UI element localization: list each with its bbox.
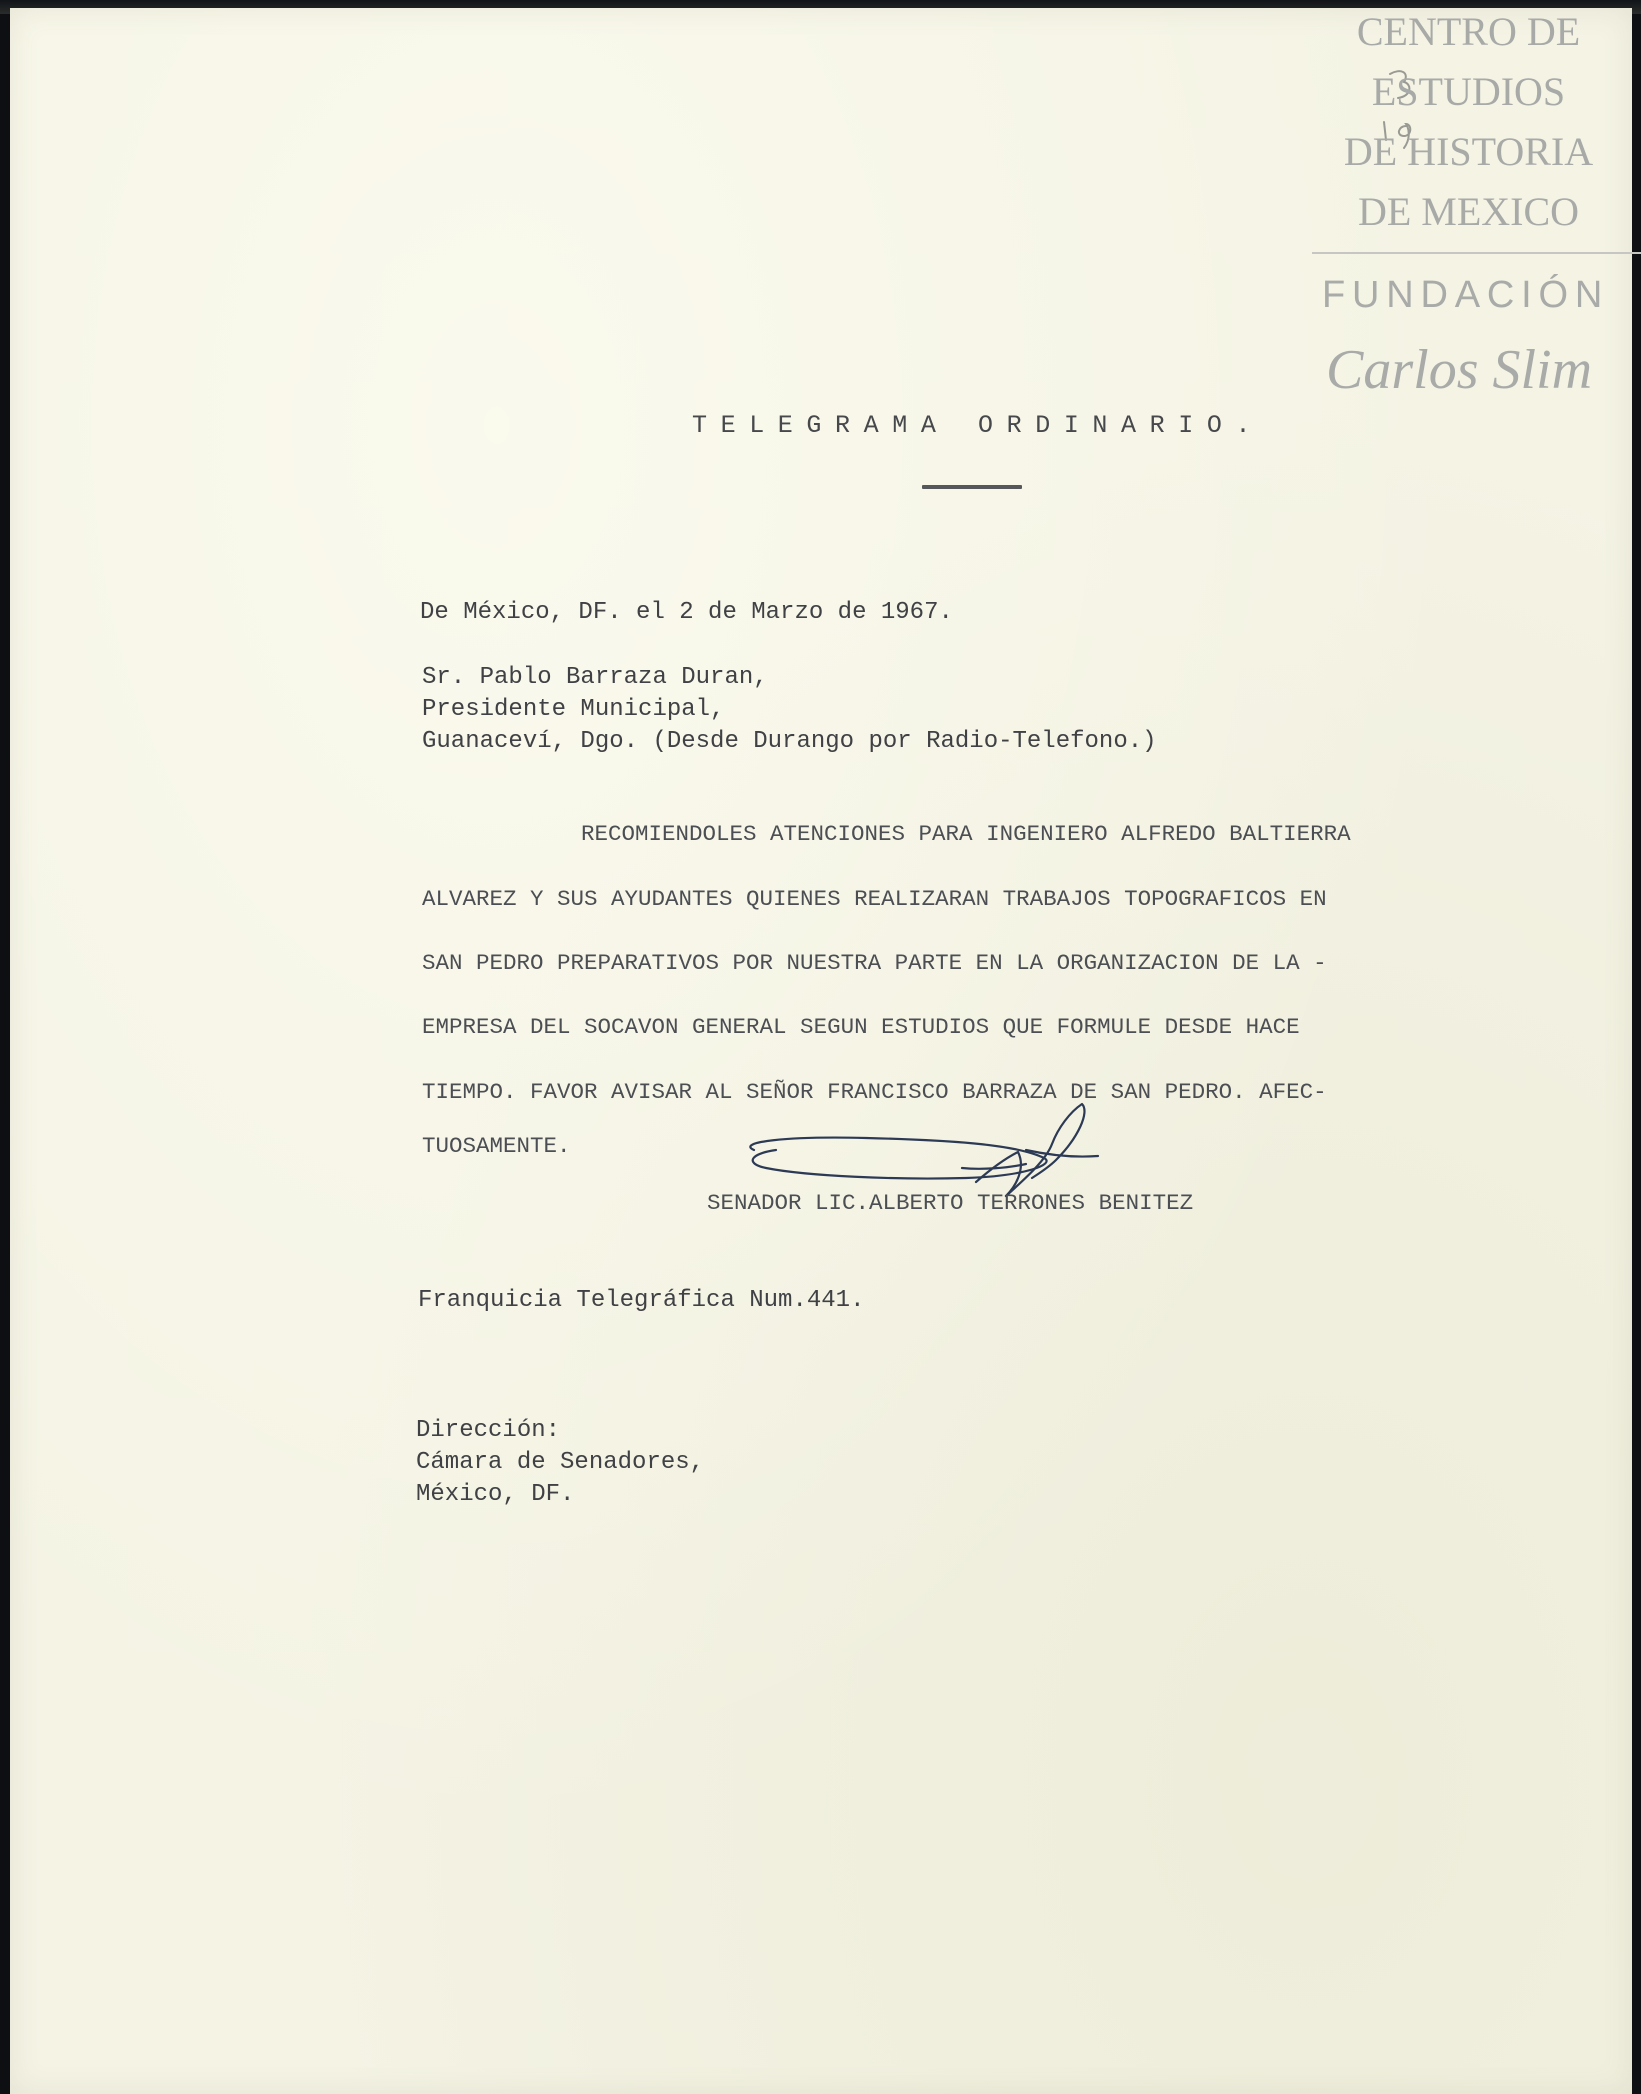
recipient-location: Guanaceví, Dgo. (Desde Durango por Radio-Telefono.) <box>422 728 1157 755</box>
title-underline <box>922 485 1022 489</box>
date-line: De México, DF. el 2 de Marzo de 1967. <box>420 599 953 626</box>
body-line-2: ALVAREZ Y SUS AYUDANTES QUIENES REALIZARAN TRABAJOS TOPOGRAFICOS EN <box>422 886 1327 912</box>
address-label: Dirección: <box>416 1417 561 1444</box>
stamp-line-2: ESTUDIOS <box>1371 69 1566 114</box>
stamp-line-4: DE MEXICO <box>1357 189 1580 234</box>
signatory: SENADOR LIC.ALBERTO TERRONES BENITEZ <box>707 1190 1194 1216</box>
recipient-position: Presidente Municipal, <box>422 696 725 723</box>
stamp-divider <box>1312 252 1641 254</box>
stamp-line-1: CENTRO DE <box>1356 9 1581 54</box>
carlos-slim-script-logo <box>1320 338 1640 410</box>
body-line-1: RECOMIENDOLES ATENCIONES PARA INGENIERO ALFREDO BALTIERRA <box>581 821 1351 847</box>
body-line-5: TIEMPO. FAVOR AVISAR AL SEÑOR FRANCISCO BARRAZA DE SAN PEDRO. AFEC- <box>422 1079 1327 1105</box>
body-line-4: EMPRESA DEL SOCAVON GENERAL SEGUN ESTUDIOS QUE FORMULE DESDE HACE <box>422 1014 1300 1040</box>
address-line-1: Cámara de Senadores, <box>416 1449 705 1476</box>
archive-watermark-stamp <box>1312 8 1641 408</box>
address-line-2: México, DF. <box>416 1481 575 1508</box>
script-logo-text: Carlos Slim <box>1326 339 1593 401</box>
body-line-6: TUOSAMENTE. <box>422 1133 571 1159</box>
stamp-line-3: DE HISTORIA <box>1343 129 1594 174</box>
body-line-3: SAN PEDRO PREPARATIVOS POR NUESTRA PARTE EN LA ORGANIZACION DE LA - <box>422 950 1327 976</box>
recipient-name: Sr. Pablo Barraza Duran, <box>422 664 768 691</box>
stamp-foundation: FUNDACIÓN <box>1322 274 1610 316</box>
document-title: TELEGRAMA ORDINARIO. <box>692 411 1265 440</box>
franchise-number: Franquicia Telegráfica Num.441. <box>418 1287 865 1314</box>
